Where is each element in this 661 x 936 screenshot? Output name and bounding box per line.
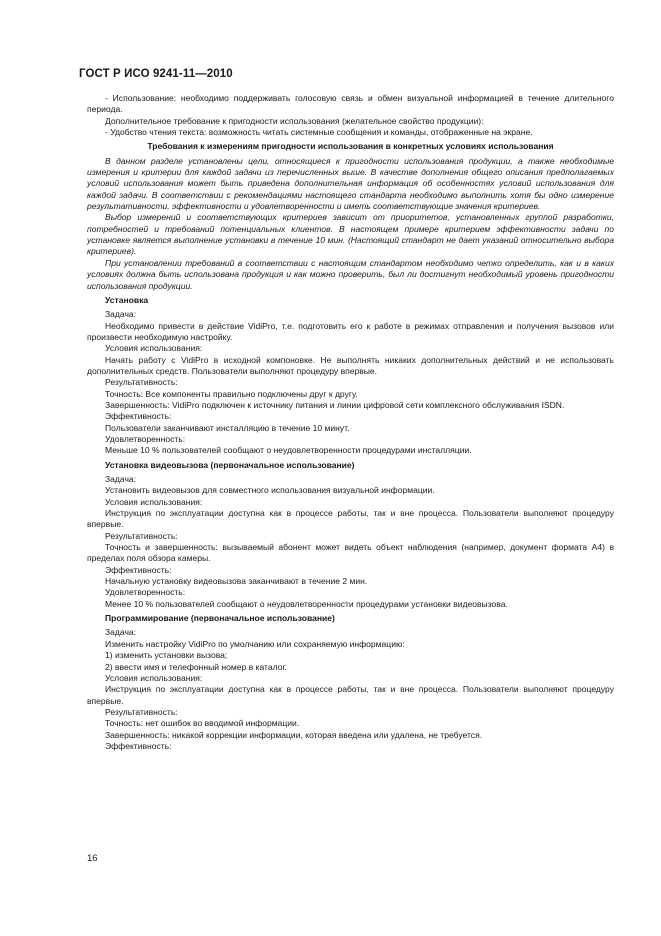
paragraph: Инструкция по эксплуатации доступна как в процессе работы, так и вне процесса. Пользователи выполняют процедуру впервые. bbox=[87, 508, 614, 530]
paragraph: Точность: нет ошибок во вводимой информации. bbox=[105, 718, 300, 729]
paragraph: Начальную установку видеовызова заканчивают в течение 2 мин. bbox=[105, 576, 368, 587]
paragraph: Изменить настройку VidiPro по умолчанию или сохраняемую информацию: bbox=[105, 638, 405, 649]
paragraph: Эффективность: bbox=[105, 411, 172, 422]
paragraph: Точность и завершенность: вызываемый абонент может видеть объект наблюдения (например, документ формата А4) в пределах поля обзора камеры. bbox=[87, 542, 614, 564]
paragraph: Условия использования: bbox=[105, 343, 203, 354]
paragraph: Задача: bbox=[105, 309, 137, 320]
paragraph: Начать работу с VidiPro в исходной компоновке. Не выполнять никаких дополнительных действий и не использовать дополнительных средств. Пользователи выполняют процедуру впервые. bbox=[87, 354, 614, 376]
section-heading: Установка видеовызова (первоначальное использование) bbox=[105, 459, 355, 470]
paragraph: Результативность: bbox=[105, 377, 178, 388]
document-body bbox=[87, 93, 614, 752]
paragraph: Дополнительное требование к пригодности использования (желательное свойство продукции): bbox=[105, 115, 484, 126]
list-item: 2) ввести имя и телефонный номер в каталог. bbox=[105, 661, 287, 672]
list-item: 1) изменить установки вызова; bbox=[105, 650, 228, 661]
paragraph: В данном разделе установлены цели, относящиеся к пригодности использования продукции, а также необходимые измерения и критерии для каждой задачи из перечисленных выше. В качестве дополнения общего описания предполагаемых условий использования может быть приведена дополнительная информация об особенностях условий использования для каждой задачи. В соответствии с рекомендациями настоящего стандарта необходимо выполнить хотя бы одно измерение результативности, эффективности и удовлетворенности и иметь соответствующие значения критериев. bbox=[87, 155, 614, 212]
paragraph: Удовлетворенность: bbox=[105, 433, 186, 444]
paragraph: Завершенность: VidiPro подключен к источнику питания и линии цифровой сети комплексного обслуживания ISDN. bbox=[105, 399, 565, 410]
paragraph: Инструкция по эксплуатации доступна как в процессе работы, так и вне процесса. Пользователи выполняют процедуру впервые. bbox=[87, 684, 614, 706]
section-heading: Установка bbox=[105, 294, 149, 305]
document-header: ГОСТ Р ИСО 9241-11—2010 bbox=[79, 68, 233, 80]
paragraph: Необходимо привести в действие VidiPro, т.е. подготовить его к работе в режимах отправления и получения вызовов или произвести необходимую настройку. bbox=[87, 320, 614, 342]
paragraph: - Удобство чтения текста: возможность читать системные сообщения и команды, отображенные на экране. bbox=[105, 127, 533, 138]
paragraph: Результативность: bbox=[105, 706, 178, 717]
paragraph: Условия использования: bbox=[105, 672, 203, 683]
paragraph: - Использование: необходимо поддерживать голосовую связь и обмен визуальной информацией в течение длительного периода. bbox=[87, 93, 614, 115]
paragraph: Точность: Все компоненты правильно подключены друг к другу. bbox=[105, 388, 358, 399]
paragraph: Условия использования: bbox=[105, 496, 203, 507]
paragraph: Удовлетворенность: bbox=[105, 587, 186, 598]
paragraph: Эффективность: bbox=[105, 564, 172, 575]
paragraph: Пользователи заканчивают инсталляцию в течение 10 минут. bbox=[105, 422, 350, 433]
paragraph: Менее 10 % пользователей сообщают о неудовлетворенности процедурами установки видеовызова. bbox=[105, 598, 508, 609]
page-number: 16 bbox=[87, 853, 98, 864]
section-heading: Программирование (первоначальное использование) bbox=[105, 613, 335, 624]
section-heading: Требования к измерениям пригодности использования в конкретных условиях использования bbox=[147, 141, 554, 152]
paragraph: Меньше 10 % пользователей сообщают о неудовлетворенности процедурами инсталляции. bbox=[105, 445, 472, 456]
paragraph: Эффективность: bbox=[105, 740, 172, 751]
paragraph: Завершенность: никакой коррекции информации, которая введена или удалена, не требуется. bbox=[105, 729, 483, 740]
paragraph: Задача: bbox=[105, 474, 137, 484]
paragraph: Установить видеовызов для совместного использования визуальной информации. bbox=[105, 485, 435, 496]
paragraph: Задача: bbox=[105, 627, 137, 638]
paragraph: Результативность: bbox=[105, 530, 178, 541]
paragraph: При установлении требований в соответствии с настоящим стандартом необходимо четко определить, как и в каких условиях должна быть использована продукция и как можно проверить, был ли достигнут необходимый уровень пригодности использования продукции. bbox=[87, 257, 614, 291]
paragraph: Выбор измерений и соответствующих критериев зависит от приоритетов, установленных группой разработки, потребностей и требований потенциальных клиентов. В настоящем примере критерием эффективности задачи по установке является выполнение установки в течение 10 мин. (Настоящий стандарт не дает указаний относительно выбора критериев). bbox=[87, 212, 614, 257]
